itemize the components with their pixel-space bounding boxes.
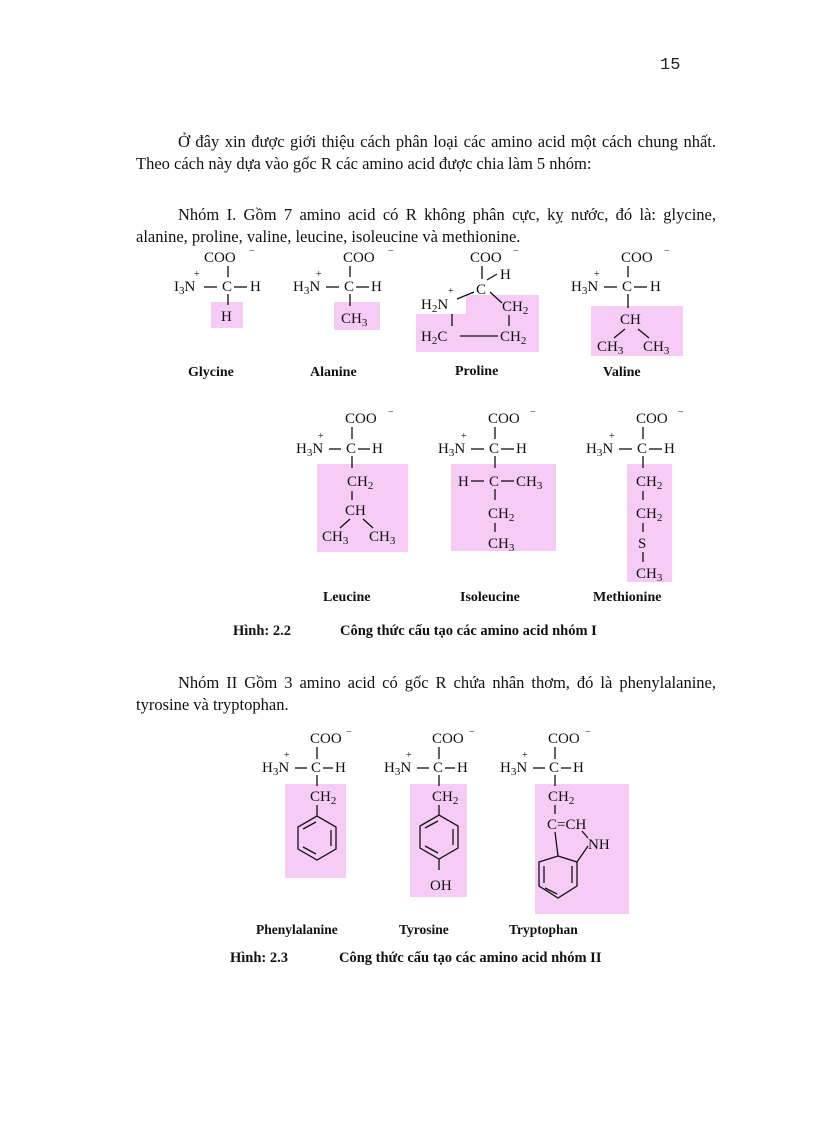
minus-charge: − xyxy=(678,407,684,418)
carboxylate-label: COO xyxy=(636,411,668,427)
r-ch-label: CH xyxy=(345,503,366,519)
amino-label: $H_2N$ xyxy=(421,297,449,315)
r-ch3-label: $CH_3$ xyxy=(636,566,663,584)
r-ch2-label: $CH_2$ xyxy=(347,474,374,492)
plus-charge: + xyxy=(316,269,322,280)
carboxylate-label: COO xyxy=(345,411,377,427)
name-tyrosine: Tyrosine xyxy=(399,922,449,937)
r-ch2-label: $CH_2$ xyxy=(548,789,575,807)
name-tryptophan: Tryptophan xyxy=(509,922,578,937)
r-c-eq-ch-label: C=CH xyxy=(547,817,587,833)
figure-2-3-caption-text: Công thức cấu tạo các amino acid nhóm II xyxy=(339,950,602,966)
r-ch2-label: $CH_2$ xyxy=(636,506,663,524)
amino-label: $H_3N$ xyxy=(500,760,528,778)
plus-charge: + xyxy=(522,750,528,761)
r-group-label: $CH_3$ xyxy=(341,311,368,329)
carboxylate-label: COO xyxy=(204,250,236,266)
carboxylate-label: COO xyxy=(432,731,464,747)
r-ch2-label: $CH_2$ xyxy=(310,789,337,807)
plus-charge: + xyxy=(284,750,290,761)
alpha-hydrogen: H xyxy=(650,279,661,295)
amino-label: $I_3N$ xyxy=(174,279,196,297)
plus-charge: + xyxy=(609,431,615,442)
amino-label: $H_3N$ xyxy=(262,760,290,778)
ring-ch2-label: $CH_2$ xyxy=(500,329,527,347)
name-alanine: Alanine xyxy=(310,365,357,380)
alpha-hydrogen: H xyxy=(516,441,527,457)
r-oh-label: OH xyxy=(430,878,452,894)
alpha-carbon: C xyxy=(489,441,500,457)
plus-charge: + xyxy=(406,750,412,761)
alpha-hydrogen: H xyxy=(372,441,383,457)
alpha-carbon: C xyxy=(344,279,355,295)
r-group-label: H xyxy=(221,309,232,325)
minus-charge: − xyxy=(469,727,475,738)
alpha-hydrogen: H xyxy=(457,760,468,776)
alpha-carbon: C xyxy=(222,279,233,295)
ring-h2c-label: $H_2C$ xyxy=(421,329,448,347)
alpha-carbon: C xyxy=(433,760,444,776)
r-ch2-label: $CH_2$ xyxy=(488,506,515,524)
alpha-hydrogen: H xyxy=(500,267,511,283)
name-isoleucine: Isoleucine xyxy=(460,590,520,605)
tyrosine-structure xyxy=(384,727,475,897)
group1-paragraph: Nhóm I. Gồm 7 amino acid có R không phân cực, kỵ nước, đó là: glycine, alanine, proline, valine, leucine, isoleucine và methionine. xyxy=(136,205,716,246)
phenylalanine-structure xyxy=(262,727,352,878)
alpha-carbon: C xyxy=(476,282,487,298)
r-c-label: C xyxy=(489,474,500,490)
figure-2-3-caption-label: Hình: 2.3 xyxy=(230,950,289,966)
minus-charge: − xyxy=(388,246,394,257)
name-methionine: Methionine xyxy=(593,590,662,605)
amino-label: $H_3N$ xyxy=(384,760,412,778)
plus-charge: + xyxy=(318,431,324,442)
name-valine: Valine xyxy=(603,365,641,380)
r-ch2-label: $CH_2$ xyxy=(636,474,663,492)
page-number: 15 xyxy=(660,56,681,75)
carboxylate-label: COO xyxy=(621,250,653,266)
name-leucine: Leucine xyxy=(323,590,371,605)
minus-charge: − xyxy=(585,727,591,738)
alpha-carbon: C xyxy=(637,441,648,457)
carboxylate-label: COO xyxy=(470,250,502,266)
r-ch3-label: $CH_3$ xyxy=(322,529,349,547)
r-ch3-label: $CH_3$ xyxy=(597,339,624,357)
alpha-hydrogen: H xyxy=(335,760,346,776)
alpha-carbon: C xyxy=(549,760,560,776)
group2-paragraph: Nhóm II Gồm 3 amino acid có gốc R chứa nhân thơm, đó là phenylalanine, tyrosine và tryptophan. xyxy=(136,673,716,714)
minus-charge: − xyxy=(388,407,394,418)
r-ch3-label: $CH_3$ xyxy=(643,339,670,357)
name-phenylalanine: Phenylalanine xyxy=(256,922,338,937)
alpha-carbon: C xyxy=(311,760,322,776)
carboxylate-label: COO xyxy=(548,731,580,747)
alpha-hydrogen: H xyxy=(573,760,584,776)
plus-charge: + xyxy=(461,431,467,442)
r-ch3-label: $CH_3$ xyxy=(516,474,543,492)
amino-label: $H_3N$ xyxy=(438,441,466,459)
alpha-carbon: C xyxy=(622,279,633,295)
minus-charge: − xyxy=(530,407,536,418)
alpha-hydrogen: H xyxy=(664,441,675,457)
intro-paragraph: Ở đây xin được giới thiệu cách phân loại các amino acid một cách chung nhất. Theo cách này dựa vào gốc R các amino acid được chia làm 5 nhóm: xyxy=(136,132,716,173)
figure-2-2-caption-label: Hình: 2.2 xyxy=(233,623,292,639)
amino-label: $H_3N$ xyxy=(293,279,321,297)
name-proline: Proline xyxy=(455,364,499,379)
tryptophan-structure xyxy=(500,727,629,914)
plus-charge: + xyxy=(594,269,600,280)
r-nh-label: NH xyxy=(588,837,610,853)
r-ch-label: CH xyxy=(620,312,641,328)
minus-charge: − xyxy=(513,246,519,257)
r-h-label: H xyxy=(458,474,469,490)
alpha-hydrogen: H xyxy=(250,279,261,295)
plus-charge: + xyxy=(448,286,454,297)
minus-charge: − xyxy=(249,246,255,257)
alpha-carbon: C xyxy=(346,441,357,457)
r-ch3-label: $CH_3$ xyxy=(369,529,396,547)
carboxylate-label: COO xyxy=(343,250,375,266)
minus-charge: − xyxy=(664,246,670,257)
r-s-label: S xyxy=(638,536,647,552)
name-glycine: Glycine xyxy=(188,365,234,380)
figure-2-2-caption-text: Công thức cấu tạo các amino acid nhóm I xyxy=(340,623,597,639)
amino-label: $H_3N$ xyxy=(586,441,614,459)
plus-charge: + xyxy=(194,269,200,280)
carboxylate-label: COO xyxy=(310,731,342,747)
ring-ch2-label: $CH_2$ xyxy=(502,299,529,317)
r-ch3-label: $CH_3$ xyxy=(488,536,515,554)
amino-label: $H_3N$ xyxy=(571,279,599,297)
alpha-hydrogen: H xyxy=(371,279,382,295)
amino-label: $H_3N$ xyxy=(296,441,324,459)
r-ch2-label: $CH_2$ xyxy=(432,789,459,807)
minus-charge: − xyxy=(346,727,352,738)
carboxylate-label: COO xyxy=(488,411,520,427)
